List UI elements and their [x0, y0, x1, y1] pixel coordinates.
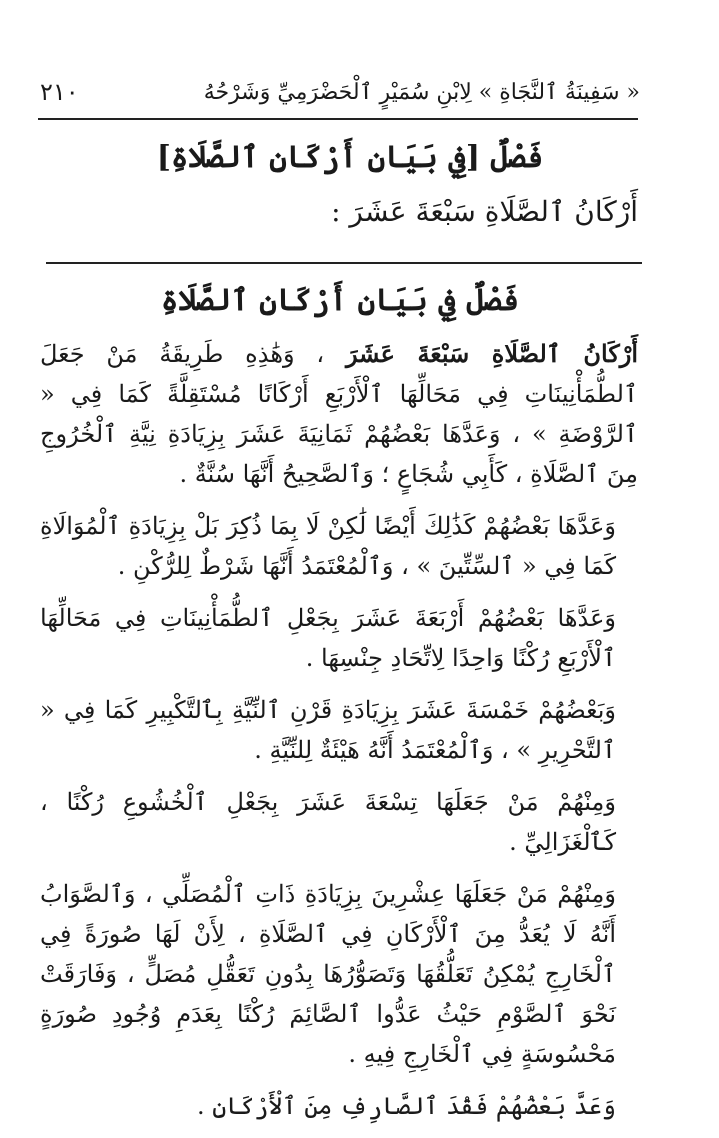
matn-heading: فَصْلٌ [فِي بَيَانِ أَرْكَانِ ٱلصَّلَاةِ]	[156, 140, 544, 175]
paragraph-text: وَمِنْهُمْ مَنْ جَعَلَهَا تِسْعَةَ عَشَرَ بِجَعْلِ ٱلْخُشُوعِ رُكْنًا ، كَٱلْغَزَالِيِّ .	[40, 788, 616, 856]
paragraph	[40, 506, 638, 586]
paragraph-text: وَعَدَّهَا بَعْضُهُمْ كَذَٰلِكَ أَيْضًا لَٰكِنْ لَا بِمَا ذُكِرَ بَلْ بِزِيَادَةِ ٱلْمُوَالَاةِ كَمَا فِي « ٱلسِّتِّينَ » ، وَٱلْمُعْتَمَدُ أَنَّهَا شَرْطٌ لِلرُّكْنِ .	[40, 512, 616, 580]
paragraph-text: وَعَدَّ بَعْضُهُمْ فَقْدَ ٱلصَّارِفِ مِنَ ٱلْأَرْكَانِ .	[196, 1092, 616, 1120]
paragraph	[40, 598, 638, 678]
running-header	[40, 70, 640, 114]
page-number: ٢١٠	[40, 78, 79, 106]
paragraph	[40, 874, 638, 1074]
matn-block	[60, 126, 640, 228]
header-divider	[38, 118, 638, 120]
paragraph-text: وَعَدَّهَا بَعْضُهُمْ أَرْبَعَةَ عَشَرَ بِجَعْلِ ٱلطُّمَأْنِينَاتِ فِي مَحَالِّهَا ٱلْأَرْبَعِ رُكْنًا وَاحِدًا لِاتِّحَادِ جِنْسِهَا .	[40, 604, 616, 672]
sharh-body	[40, 334, 638, 1138]
section-divider	[46, 262, 642, 264]
paragraph	[40, 782, 638, 862]
paragraph-text: وَبَعْضُهُمْ خَمْسَةَ عَشَرَ بِزِيَادَةِ قَرْنِ ٱلنِّيَّةِ بِٱلتَّكْبِيرِ كَمَا فِي « ٱلتَّحْرِيرِ » ، وَٱلْمُعْتَمَدُ أَنَّهُ هَيْئَةٌ لِلنِّيَّةِ .	[40, 696, 616, 764]
matn-text: أَرْكَانُ ٱلصَّلَاةِ سَبْعَةَ عَشَرَ :	[331, 195, 638, 228]
paragraph	[40, 334, 638, 494]
paragraph-lead: أَرْكَانُ ٱلصَّلَاةِ سَبْعَةَ عَشَرَ	[345, 339, 638, 368]
paragraph	[40, 690, 638, 770]
paragraph-text: ، وَهَٰذِهِ طَرِيقَةُ مَنْ جَعَلَ ٱلطُّمَأْنِينَاتِ فِي مَحَالِّهَا ٱلْأَرْبَعِ أَرْكَانًا مُسْتَقِلَّةً كَمَا فِي « ٱلرَّوْضَةِ » ، وَعَدَّهَا بَعْضُهُمْ ثَمَانِيَةَ عَشَرَ بِزِيَادَةِ نِيَّةِ ٱلْخُرُوجِ مِنَ ٱلصَّلَاةِ ، كَأَبِي شُجَاعٍ ؛ وَٱلصَّحِيحُ أَنَّهَا سُنَّةٌ .	[40, 340, 638, 488]
paragraph-text: وَمِنْهُمْ مَنْ جَعَلَهَا عِشْرِينَ بِزِيَادَةِ ذَاتِ ٱلْمُصَلِّي ، وَٱلصَّوَابُ أَنَّهُ لَا يُعَدُّ مِنَ ٱلْأَرْكَانِ فِي ٱلصَّلَاةِ ، لِأَنْ لَهَا صُورَةً فِي ٱلْخَارِجِ يُمْكِنُ تَعَلُّقُهَا وَتَصَوُّرُهَا بِدُونِ تَعَقُّلِ مُصَلٍّ ، وَفَارَقَتْ نَحْوَ ٱلصَّوْمِ حَيْثُ عَدُّوا ٱلصَّائِمَ رُكْنًا بِعَدَمِ وُجُودِ صُورَةٍ مَحْسُوسَةٍ فِي ٱلْخَارِجِ فِيهِ .	[40, 880, 616, 1068]
paragraph	[40, 1086, 638, 1126]
running-title: « سَفِينَةُ ٱلنَّجَاةِ » لِابْنِ سُمَيْرٍ ٱلْحَضْرَمِيِّ وَشَرْحُهُ	[203, 79, 640, 105]
sharh-heading: فَصْلٌ فِي بَيَانِ أَرْكَانِ ٱلصَّلَاةِ	[160, 283, 520, 318]
